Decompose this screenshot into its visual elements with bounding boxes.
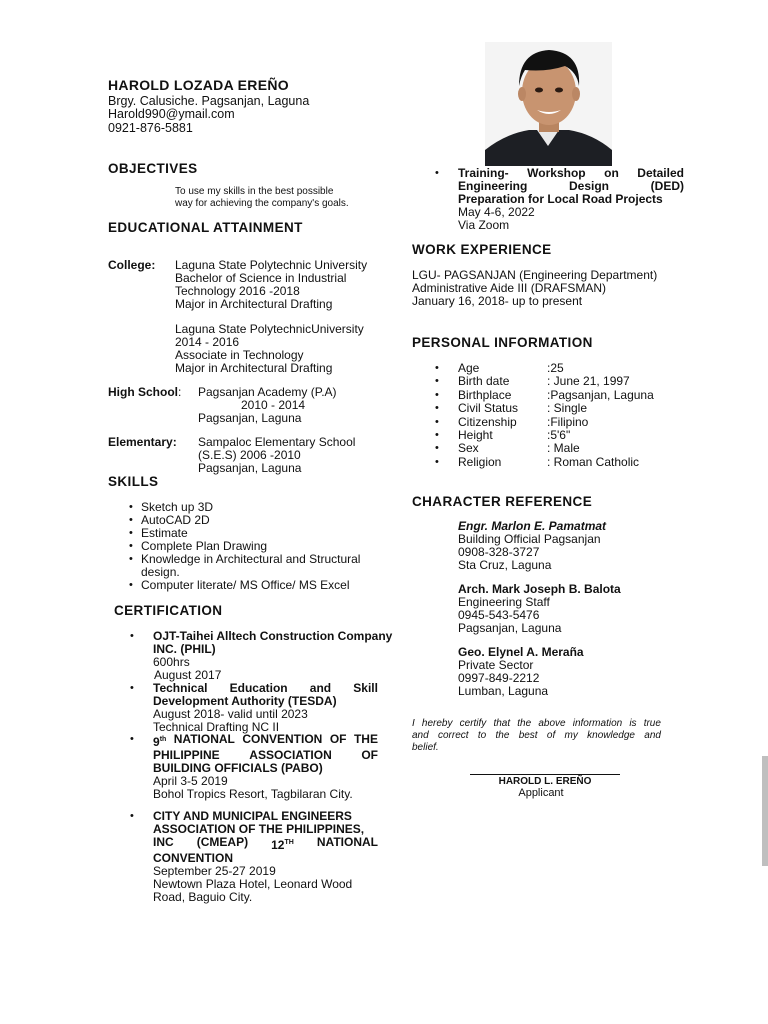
personal-value: :Pagsanjan, Laguna xyxy=(547,387,654,402)
highschool-entry xyxy=(198,386,337,425)
word: Training- xyxy=(458,166,509,180)
cert-title-line: OJT-Taihei Alltech Construction Company xyxy=(153,629,393,643)
word: ASSOCIATION xyxy=(249,748,332,762)
edu-line: Bachelor of Science in Industrial xyxy=(175,271,347,285)
personal-row xyxy=(435,402,675,415)
word: NATIONAL xyxy=(316,835,378,849)
personal-label: Birth date xyxy=(458,374,510,389)
personal-value: : Roman Catholic xyxy=(547,454,640,469)
cert-title-line: BUILDING OFFICIALS (PABO) xyxy=(153,761,323,775)
edu-line: Pagsanjan, Laguna xyxy=(198,411,302,425)
highschool-colon: : xyxy=(178,385,182,399)
skill-item: • Knowledge in Architectural and Structural xyxy=(141,553,391,566)
personal-value: : Male xyxy=(547,441,580,456)
word: true xyxy=(643,718,661,729)
reference-line: 0908-328-3727 xyxy=(458,545,540,559)
word: I xyxy=(412,718,415,729)
word: that xyxy=(493,718,511,729)
edu-line: Pagsanjan, Laguna xyxy=(198,461,302,475)
reference-line: Private Sector xyxy=(458,658,534,672)
word: and xyxy=(309,681,332,695)
personal-row xyxy=(435,456,675,469)
word: Technical xyxy=(153,681,208,695)
word: (DED) xyxy=(650,179,684,193)
word: and xyxy=(644,730,661,741)
cert-item-3 xyxy=(130,732,378,801)
word: OF xyxy=(361,748,378,762)
personal-label: Civil Status xyxy=(458,401,519,416)
objectives-line: To use my skills in the best possible xyxy=(175,186,334,197)
work-line: LGU- PAGSANJAN (Engineering Department) xyxy=(412,268,658,282)
reference-heading: CHARACTER REFERENCE xyxy=(412,494,593,509)
certify-line xyxy=(412,730,661,742)
word: PHILIPPINE xyxy=(153,748,220,762)
cert-title-line: INC. (PHIL) xyxy=(153,642,216,656)
ordinal xyxy=(153,733,166,749)
skill-item-continued: design. xyxy=(141,565,180,579)
personal-label: Sex xyxy=(458,441,479,456)
ordinal-suffix: TH xyxy=(284,839,294,846)
word: my xyxy=(564,730,578,741)
reference-line: Pagsanjan, Laguna xyxy=(458,621,562,635)
ordinal-number: 9 xyxy=(153,735,160,749)
bullet-icon: • xyxy=(130,630,134,642)
objectives-heading: OBJECTIVES xyxy=(108,161,198,176)
word: certify xyxy=(459,718,487,729)
work-line: Administrative Aide III (DRAFSMAN) xyxy=(412,281,607,295)
bullet-icon: • xyxy=(435,375,439,388)
word: Detailed xyxy=(637,166,684,180)
word: of xyxy=(546,730,556,741)
word: is xyxy=(629,718,637,729)
certification-heading: CERTIFICATION xyxy=(114,603,223,618)
word: INC xyxy=(153,835,174,849)
cert-title-line: CITY AND MUNICIPAL ENGINEERS xyxy=(153,809,352,823)
personal-row xyxy=(435,375,675,388)
reference-3 xyxy=(458,646,584,698)
reference-line: Engineering Staff xyxy=(458,595,550,609)
edu-line: 2010 - 2014 xyxy=(241,398,306,412)
cert-detail: September 25-27 2019 xyxy=(153,864,276,878)
elementary-entry xyxy=(198,436,355,475)
word: on xyxy=(604,166,619,180)
reference-line: Sta Cruz, Laguna xyxy=(458,558,552,572)
bullet-icon: • xyxy=(435,167,439,179)
reference-line: 0997-849-2212 xyxy=(458,671,540,685)
skill-item: • Complete Plan Drawing xyxy=(141,540,391,553)
signature-name: HAROLD L. EREÑO xyxy=(498,776,592,787)
word: OF xyxy=(329,732,347,746)
bullet-icon: • xyxy=(130,682,134,694)
cert-title-line xyxy=(153,836,378,852)
elementary-label: Elementary: xyxy=(108,435,177,449)
cert-item-4 xyxy=(130,809,378,904)
reference-name: Arch. Mark Joseph B. Balota xyxy=(458,582,621,596)
skills-heading: SKILLS xyxy=(108,474,159,489)
skill-item: • Sketch up 3D xyxy=(141,501,391,514)
ordinal-suffix: th xyxy=(159,736,167,743)
word: knowledge xyxy=(587,730,635,741)
word: above xyxy=(538,718,566,729)
signature-role: Applicant xyxy=(518,787,564,799)
training-title-line: Preparation for Local Road Projects xyxy=(458,192,663,206)
cert-title-line xyxy=(153,733,378,749)
cert-item-2 xyxy=(130,681,378,734)
training-date: May 4-6, 2022 xyxy=(458,205,535,219)
personal-value: :5'6" xyxy=(547,427,571,442)
personal-label: Religion xyxy=(458,454,502,469)
cert-title-line: ASSOCIATION OF THE PHILIPPINES, xyxy=(153,822,365,836)
skill-item: • Estimate xyxy=(141,527,391,540)
applicant-name: HAROLD LOZADA EREÑO xyxy=(108,77,289,93)
personal-value: :25 xyxy=(547,361,564,375)
reference-line: Lumban, Laguna xyxy=(458,684,549,698)
reference-name: Geo. Elynel A. Meraña xyxy=(458,645,584,659)
cert-detail: April 3-5 2019 xyxy=(153,774,228,788)
edu-line: Major in Architectural Drafting xyxy=(175,297,333,311)
cert-detail: 600hrs xyxy=(153,655,190,669)
objectives-line: way for achieving the company's goals. xyxy=(175,198,349,209)
reference-1 xyxy=(458,520,606,572)
personal-value: : Single xyxy=(547,401,588,416)
profile-photo xyxy=(485,42,612,166)
word: (CMEAP) xyxy=(196,835,249,849)
edu-line: Sampaloc Elementary School xyxy=(198,435,356,449)
personal-label: Age xyxy=(458,361,480,375)
edu-line: 2014 - 2016 xyxy=(175,335,240,349)
address: Brgy. Calusiche. Pagsanjan, Laguna xyxy=(108,94,310,108)
cert-title-line: Development Authority (TESDA) xyxy=(153,694,337,708)
word: the xyxy=(517,718,532,729)
reference-line: 0945-543-5476 xyxy=(458,608,540,622)
certify-statement xyxy=(412,718,661,754)
highschool-label: High School xyxy=(108,385,178,399)
education-heading: EDUCATIONAL ATTAINMENT xyxy=(108,220,303,235)
cert-detail: August 2018- valid until 2023 xyxy=(153,707,308,721)
reference-line: Building Official Pagsanjan xyxy=(458,532,601,546)
personal-heading: PERSONAL INFORMATION xyxy=(412,335,593,350)
bullet-icon: • xyxy=(435,415,439,428)
skill-item: • Computer literate/ MS Office/ MS Excel xyxy=(141,579,391,592)
bullet-icon: • xyxy=(435,402,439,415)
phone: 0921-876-5881 xyxy=(108,121,193,135)
personal-label: Height xyxy=(458,427,493,442)
word: NATIONAL xyxy=(173,732,235,746)
personal-label: Birthplace xyxy=(458,387,512,402)
objectives-text xyxy=(175,186,349,210)
word: Skill xyxy=(353,681,378,695)
word: Design xyxy=(569,179,610,193)
cert-detail: Newtown Plaza Hotel, Leonard Wood xyxy=(153,877,353,891)
college-entry-2 xyxy=(175,323,364,375)
edu-line: Pagsanjan Academy (P.A) xyxy=(198,385,337,399)
personal-label: Citizenship xyxy=(458,414,517,429)
cert-detail: Technical Drafting NC II xyxy=(153,720,280,734)
word: Education xyxy=(229,681,288,695)
work-entry xyxy=(412,269,657,308)
college-entry-1 xyxy=(175,259,367,311)
personal-value: : June 21, 1997 xyxy=(547,374,630,389)
bullet-icon: • xyxy=(435,455,439,468)
training-venue: Via Zoom xyxy=(458,218,510,232)
person-photo-icon xyxy=(485,42,612,166)
cert-item-1 xyxy=(130,629,405,682)
edu-line: Laguna State PolytechnicUniversity xyxy=(175,322,364,336)
word: THE xyxy=(353,732,378,746)
work-line: January 16, 2018- up to present xyxy=(412,294,583,308)
highschool-label-wrap xyxy=(108,386,181,399)
word: hereby xyxy=(421,718,453,729)
scrollbar-thumb[interactable] xyxy=(762,756,768,866)
certify-line: belief. xyxy=(412,742,439,753)
personal-value: :Filipino xyxy=(547,414,589,429)
reference-name: Engr. Marlon E. Pamatmat xyxy=(458,519,607,533)
cert-title-line: CONVENTION xyxy=(153,851,234,865)
word: best xyxy=(518,730,538,741)
training-item xyxy=(435,166,684,232)
work-heading: WORK EXPERIENCE xyxy=(412,242,552,257)
edu-line: Associate in Technology xyxy=(175,348,304,362)
edu-line: (S.E.S) 2006 -2010 xyxy=(198,448,301,462)
email: Harold990@ymail.com xyxy=(108,107,235,121)
edu-line: Major in Architectural Drafting xyxy=(175,361,333,375)
certify-line xyxy=(412,718,661,730)
word: to xyxy=(477,730,487,741)
word: information xyxy=(572,718,623,729)
personal-row xyxy=(435,442,675,455)
word: Engineering xyxy=(458,179,528,193)
personal-row xyxy=(435,362,675,375)
personal-info-list xyxy=(435,362,675,469)
word: the xyxy=(495,730,510,741)
edu-line: Laguna State Polytechnic University xyxy=(175,258,368,272)
bullet-icon: • xyxy=(130,810,134,822)
cert-detail: Bohol Tropics Resort, Tagbilaran City. xyxy=(153,787,353,801)
bullet-icon: • xyxy=(435,442,439,455)
word: and xyxy=(412,730,429,741)
bullet-icon: • xyxy=(435,388,439,401)
word: Workshop xyxy=(527,166,586,180)
bullet-icon: • xyxy=(130,733,134,745)
reference-2 xyxy=(458,583,621,635)
ordinal xyxy=(271,836,294,852)
word: correct xyxy=(437,730,469,741)
edu-line: Technology 2016 -2018 xyxy=(175,284,300,298)
bullet-icon: • xyxy=(435,362,439,374)
personal-row xyxy=(435,429,675,442)
word: CONVENTION xyxy=(242,732,323,746)
personal-row xyxy=(435,416,675,429)
ordinal-number: 12 xyxy=(271,838,285,852)
skills-list xyxy=(141,501,391,592)
skill-item: • AutoCAD 2D xyxy=(141,514,391,527)
cert-detail: Road, Baguio City. xyxy=(153,890,253,904)
college-label: College: xyxy=(108,258,156,272)
personal-row xyxy=(435,389,675,402)
cert-detail: August 2017 xyxy=(154,668,222,682)
bullet-icon: • xyxy=(435,428,439,441)
